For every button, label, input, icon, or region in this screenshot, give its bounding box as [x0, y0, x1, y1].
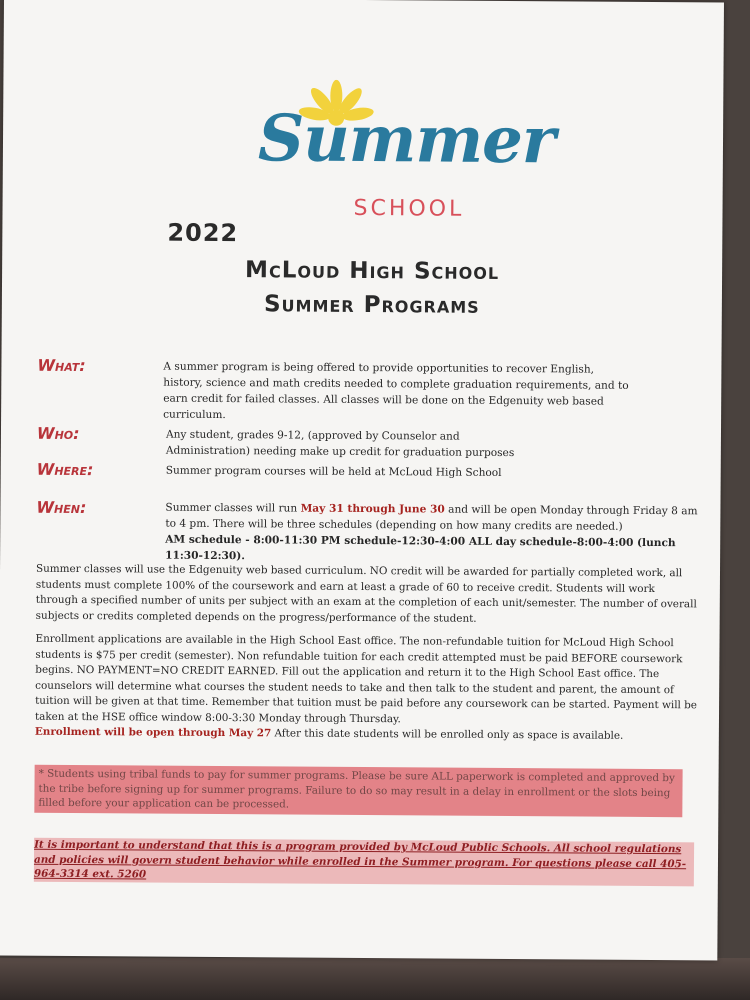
logo-school-word: SCHOOL: [353, 195, 465, 222]
when-dates: May 31 through June 30: [300, 502, 445, 516]
where-text: Summer program courses will be held at McLoud High School: [165, 464, 502, 479]
curriculum-paragraph: Summer classes will use the Edgenuity web based curriculum. NO credit will be awarded for partially completed work, all students must complete 100% of the coursework and earn at least a grade of 60 to receive credit. Students will work through a specified number of units per subject with an exam at the completion of each unit/semester. The number of overall subjects or credits completed depends on the progress/performance of the student.: [35, 562, 697, 625]
enrollment-paragraph: [35, 632, 698, 745]
closing-statement: It is important to understand that this is a program provided by McLoud Public Schools. All school regulations and policies will govern student behavior while enrolled in the Summer program. For questions please call 405-964-3314 ext. 5260: [34, 838, 694, 886]
enrollment-text: Enrollment applications are available in the High School East office. The non-refundable tuition for McLoud High School students is $75 per credit (semester). Non refundable tuition for each credit attempted must be paid BEFORE coursework begins. NO PAYMENT=NO CREDIT EARNED. Fill out the application and return it to the High School East office. The counselors will determine what courses the student needs to take and then talk to the student and parent, the amount of tuition will be given at that time. Remember that tuition must be paid before any coursework can be started. Payment will be taken at the HSE office window 8:00-3:30 Monday through Thursday.: [34, 632, 698, 725]
when-text-b: and will be open Monday through Friday 8 am to 4 pm. There will be three schedules (depending on how many credits are needed.): [165, 503, 698, 533]
what-label: What:: [37, 355, 86, 376]
when-schedules: AM schedule - 8:00-11:30 PM schedule-12:30-4:00 ALL day schedule-8:00-4:00 (lunch 11:30-12:30).: [165, 533, 676, 563]
who-label: Who:: [36, 423, 80, 444]
logo-summer-word: Summer: [257, 101, 555, 179]
summer-school-logo: [257, 79, 555, 231]
year-heading: 2022: [167, 218, 239, 248]
tribal-funds-notice: * Students using tribal funds to pay for summer programs. Please be sure ALL paperwork is completed and approved by the tribe before signing up for summer programs. Failure to do so may result in a delay in enrollment or the slots being filled before your application can be processed.: [34, 765, 682, 817]
where-label: Where:: [36, 459, 94, 480]
when-text-a: Summer classes will run: [165, 501, 301, 515]
when-text: [165, 500, 700, 568]
who-text: Any student, grades 9-12, (approved by Counselor and Administration) needing make up credit for graduation purposes: [165, 428, 515, 460]
title-line-1: McLoud High School: [245, 257, 500, 285]
when-label: When:: [36, 497, 87, 518]
title-line-2: Summer Programs: [263, 291, 480, 319]
enrollment-after: After this date students will be enrolled only as space is available.: [271, 727, 624, 742]
enrollment-deadline: Enrollment will be open through May 27: [34, 725, 272, 740]
background-edge: [0, 958, 750, 1000]
what-text: A summer program is being offered to provide opportunities to recover English, history, science and math credits needed to complete graduation requirements, and to earn credit for failed classes. All classes will be done on the Edgenuity web based curriculum.: [163, 360, 629, 422]
